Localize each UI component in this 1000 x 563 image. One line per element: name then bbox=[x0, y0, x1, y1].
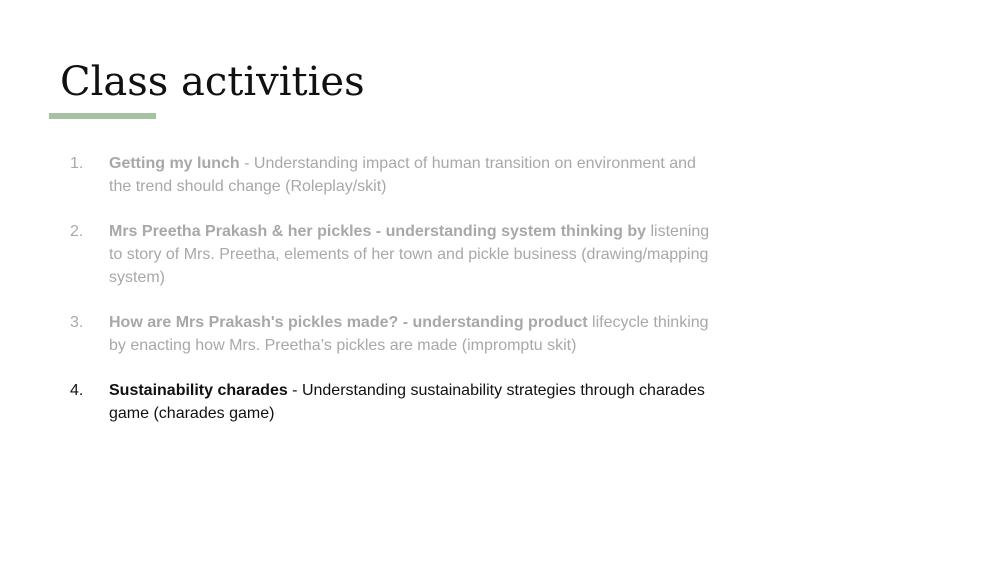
item-description: - Understanding sustainability strategies through charades game (charades game) bbox=[109, 382, 705, 422]
item-number: 2. bbox=[70, 223, 84, 240]
slide-title: Class activities bbox=[60, 59, 365, 105]
activities-list bbox=[70, 152, 710, 447]
item-number: 1. bbox=[70, 155, 84, 172]
item-text bbox=[109, 379, 710, 425]
item-text bbox=[109, 311, 710, 357]
item-heading: Mrs Preetha Prakash & her pickles - understanding system thinking by bbox=[109, 223, 647, 240]
item-text bbox=[109, 220, 710, 289]
list-item bbox=[70, 379, 710, 425]
item-text bbox=[109, 152, 710, 198]
list-item bbox=[70, 220, 710, 289]
list-item bbox=[70, 311, 710, 357]
item-description: listening to story of Mrs. Preetha, elements of her town and pickle business (drawing/mapping system) bbox=[109, 223, 710, 286]
item-description: lifecycle thinking by enacting how Mrs. Preetha’s pickles are made (impromptu skit) bbox=[109, 314, 709, 354]
item-number: 3. bbox=[70, 314, 84, 331]
item-heading: Sustainability charades bbox=[109, 382, 288, 399]
item-heading: How are Mrs Prakash's pickles made? - understanding product bbox=[109, 314, 588, 331]
item-number: 4. bbox=[70, 382, 84, 399]
title-underline bbox=[49, 113, 156, 119]
item-description: - Understanding impact of human transition on environment and the trend should change (Roleplay/skit) bbox=[109, 155, 696, 195]
item-heading: Getting my lunch bbox=[109, 155, 240, 172]
list-item bbox=[70, 152, 710, 198]
